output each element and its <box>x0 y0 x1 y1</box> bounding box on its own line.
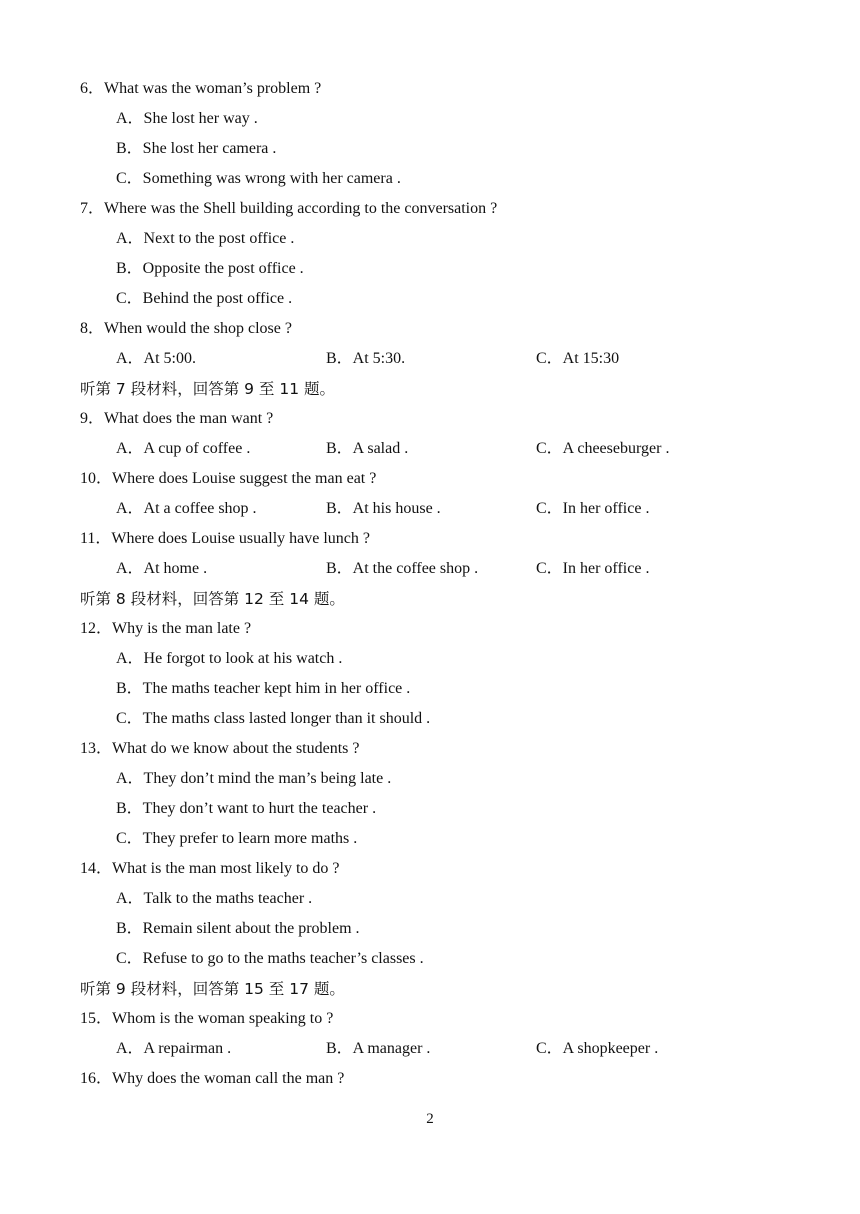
option: C．Refuse to go to the maths teacher’s classes . <box>116 950 424 967</box>
section-instruction: 听第 7 段材料，回答第 9 至 11 题。 <box>80 380 336 398</box>
option-c: C．In her office . <box>536 560 650 577</box>
option: A．Talk to the maths teacher . <box>116 890 313 907</box>
question: 12．Why is the man late ? <box>80 620 252 637</box>
question: 13．What do we know about the students ? <box>80 740 360 757</box>
option-a: A．A cup of coffee . <box>116 440 251 457</box>
option-a: A．At a coffee shop . <box>116 500 257 517</box>
question: 7．Where was the Shell building according to the conversation ? <box>80 200 498 217</box>
question: 6．What was the woman’s problem ? <box>80 80 322 97</box>
option: C．The maths class lasted longer than it should . <box>116 710 431 727</box>
option-c: C．A cheeseburger . <box>536 440 670 457</box>
option-b: B．A salad . <box>326 440 409 457</box>
option-c: C．At 15:30 <box>536 350 620 367</box>
option: B．Opposite the post office . <box>116 260 304 277</box>
option-row <box>0 1034 860 1064</box>
option-a: A．At 5:00. <box>116 350 197 367</box>
question: 10．Where does Louise suggest the man eat ? <box>80 470 377 487</box>
section-instruction: 听第 8 段材料，回答第 12 至 14 题。 <box>80 590 345 608</box>
option: B．Remain silent about the problem . <box>116 920 360 937</box>
option-a: A．At home . <box>116 560 208 577</box>
option: B．The maths teacher kept him in her office . <box>116 680 411 697</box>
question: 8．When would the shop close ? <box>80 320 292 337</box>
option: A．They don’t mind the man’s being late . <box>116 770 392 787</box>
option: C．Something was wrong with her camera . <box>116 170 401 187</box>
question: 16．Why does the woman call the man ? <box>80 1070 345 1087</box>
option: A．Next to the post office . <box>116 230 295 247</box>
question: 14．What is the man most likely to do ? <box>80 860 340 877</box>
option: B．They don’t want to hurt the teacher . <box>116 800 377 817</box>
option-b: B．At his house . <box>326 500 441 517</box>
option-b: B．A manager . <box>326 1040 431 1057</box>
option-c: C．In her office . <box>536 500 650 517</box>
page-number: 2 <box>426 1111 434 1127</box>
option: A．She lost her way . <box>116 110 258 127</box>
option-a: A．A repairman . <box>116 1040 232 1057</box>
option-row <box>0 554 860 584</box>
option: C．They prefer to learn more maths . <box>116 830 358 847</box>
section-instruction: 听第 9 段材料，回答第 15 至 17 题。 <box>80 980 345 998</box>
option: A．He forgot to look at his watch . <box>116 650 343 667</box>
option-row <box>0 494 860 524</box>
question: 15．Whom is the woman speaking to ? <box>80 1010 334 1027</box>
question: 11．Where does Louise usually have lunch ? <box>80 530 370 547</box>
option-row <box>0 434 860 464</box>
option: C．Behind the post office . <box>116 290 293 307</box>
option-b: B．At the coffee shop . <box>326 560 479 577</box>
option-c: C．A shopkeeper . <box>536 1040 659 1057</box>
question: 9．What does the man want ? <box>80 410 274 427</box>
option-b: B．At 5:30. <box>326 350 406 367</box>
option-row <box>0 344 860 374</box>
option: B．She lost her camera . <box>116 140 277 157</box>
